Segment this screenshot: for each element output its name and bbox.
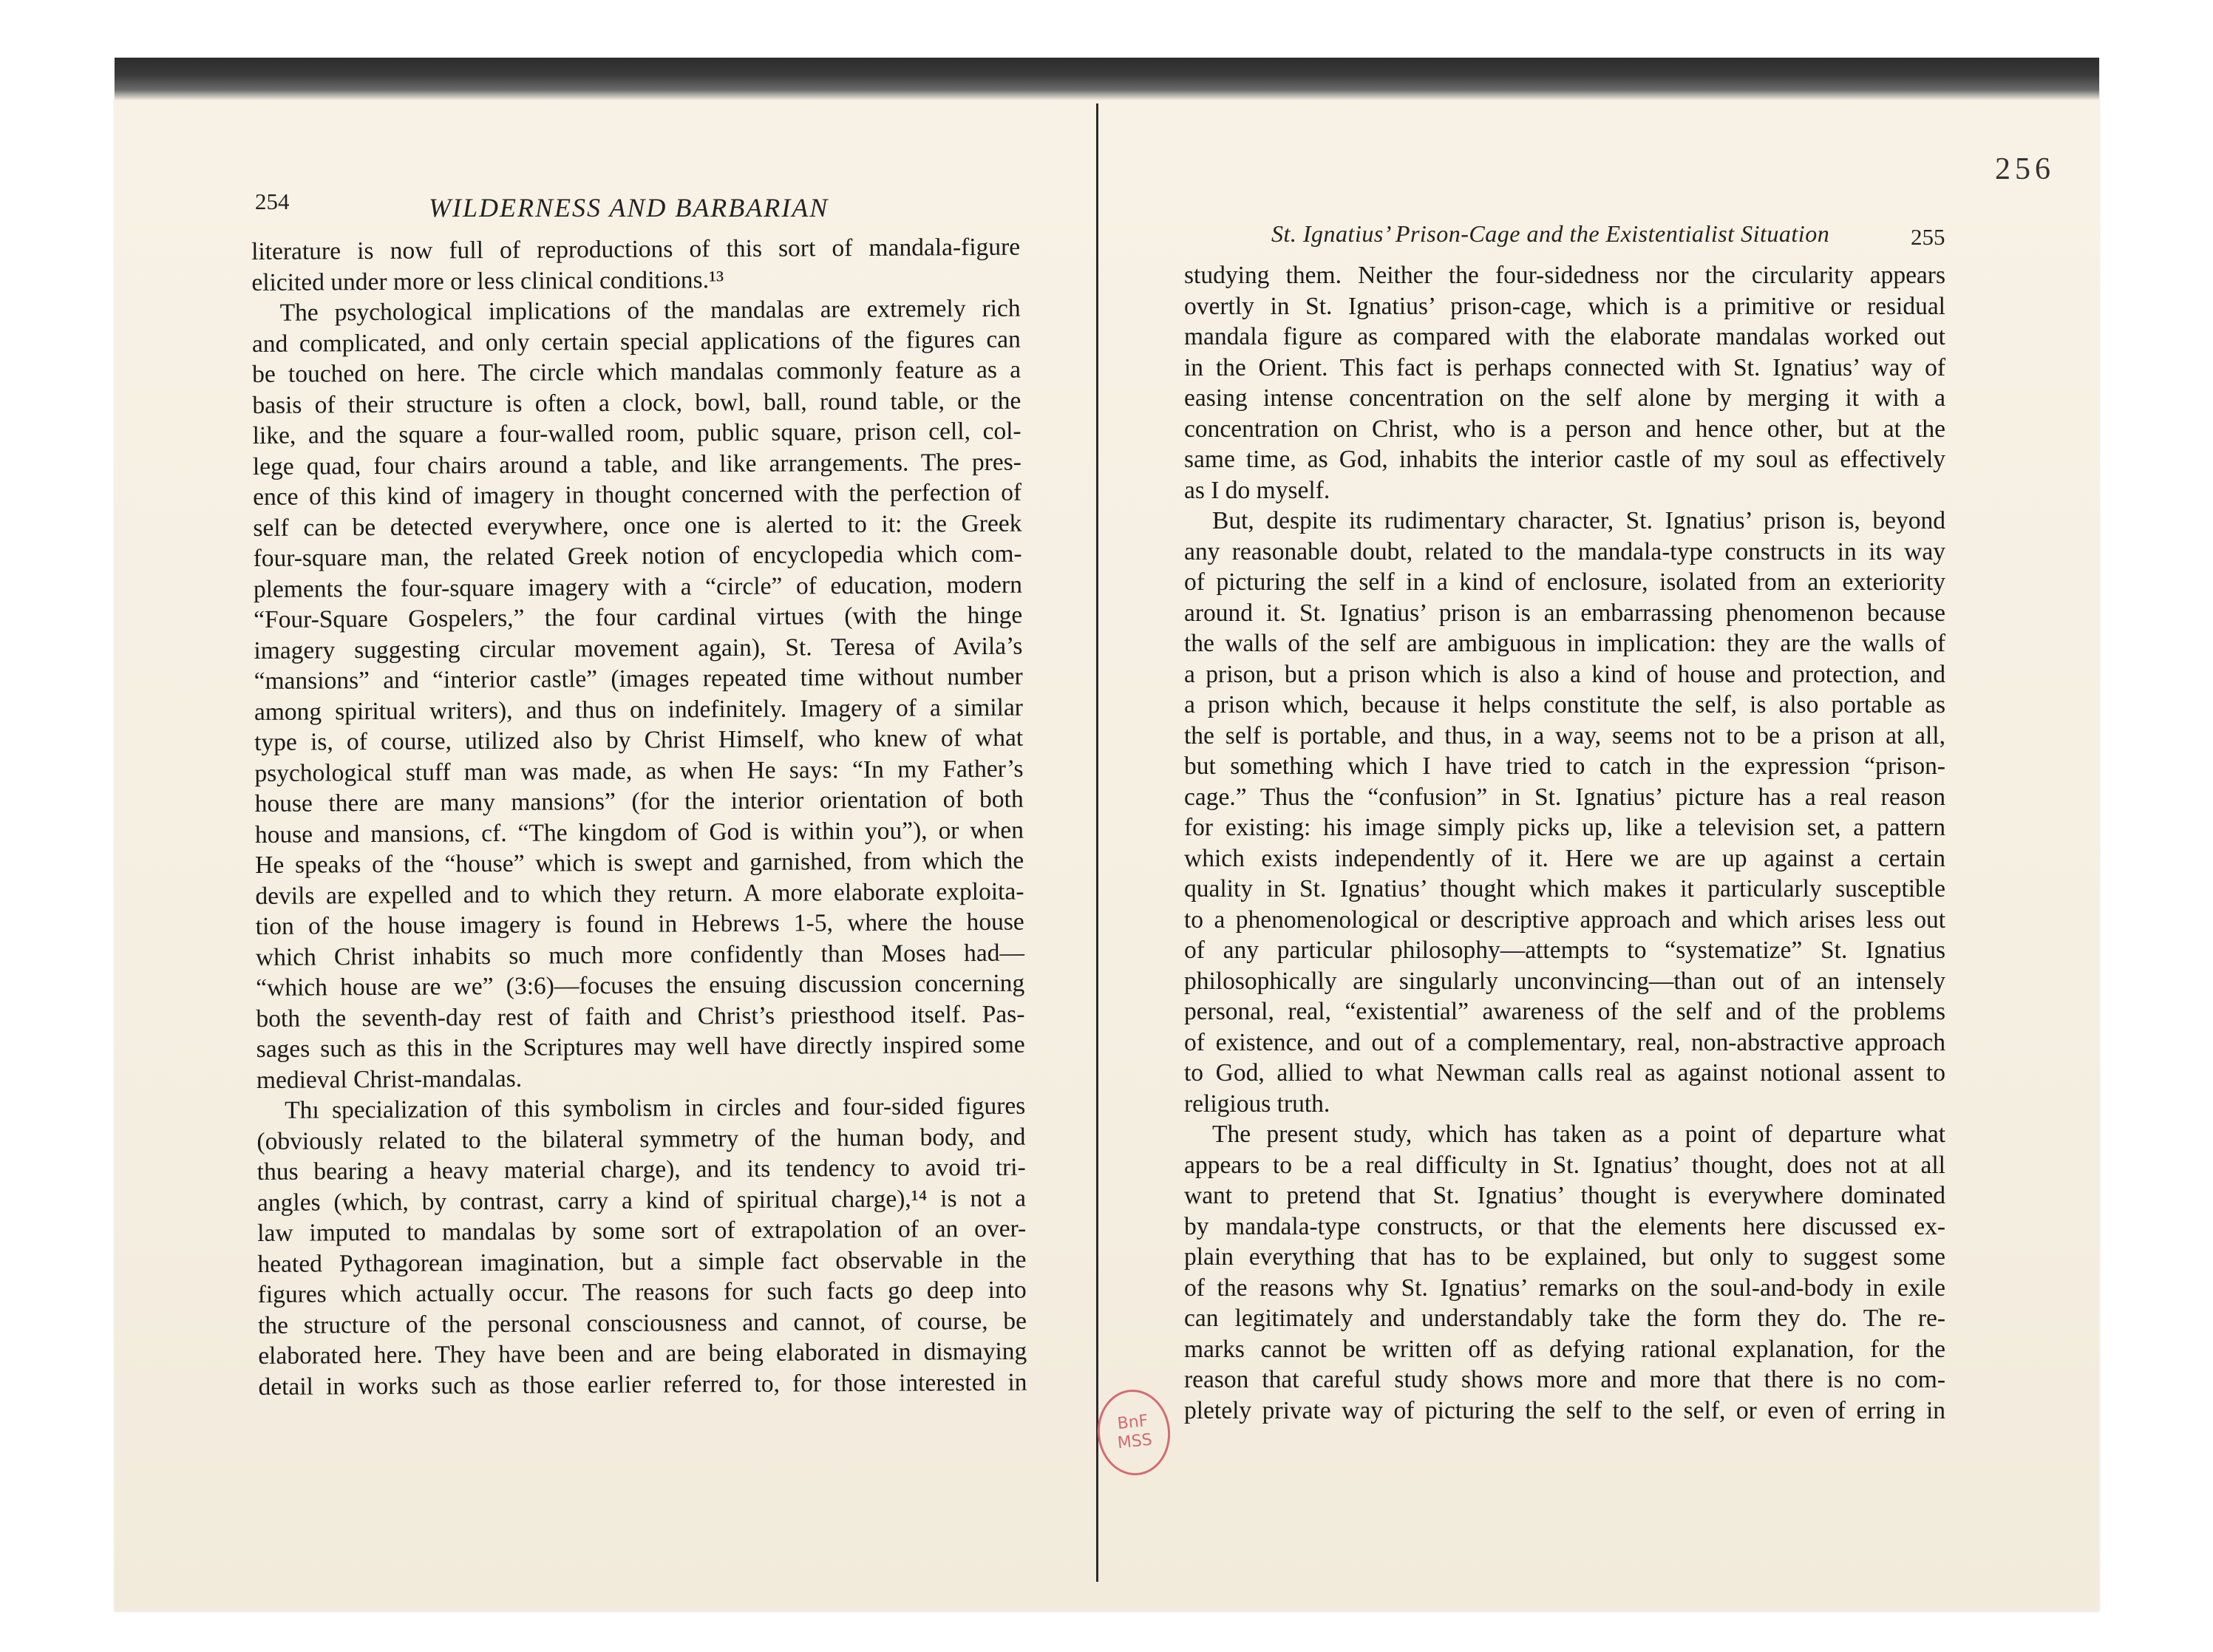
text-line: self can be detected everywhere, once one is alerted to it: the Greek — [253, 509, 1022, 542]
text-line: mandala figure as compared with the elaborate mandalas worked out — [1184, 323, 1945, 350]
text-line: by mandala-type constructs, or that the elements here discussed ex- — [1184, 1212, 1945, 1240]
text-line: law imputed to mandalas by some sort of extrapolation of an over- — [257, 1214, 1027, 1247]
text-line: of any particular philosophy—attempts to “systematize” St. Ignatius — [1184, 937, 1945, 964]
text-line: The present study, which has taken as a point of departure what — [1212, 1121, 1945, 1148]
text-line: a prison, but a prison which is also a kind of house and protection, and — [1184, 660, 1945, 688]
right-page-number: 255 — [1911, 224, 1945, 250]
text-line: four-square man, the related Greek notion of encyclopedia which com- — [253, 540, 1022, 572]
text-line: lege quad, four chairs around a table, and like arrangements. The pres- — [252, 448, 1021, 480]
text-line: “mansions” and “interior castle” (images repeated time without number — [254, 662, 1023, 695]
scan-shadow-band — [115, 58, 2099, 101]
right-page-body — [1184, 260, 1945, 1426]
text-line: marks cannot be written off as defying rational explanation, for the — [1184, 1335, 1945, 1363]
text-line: for existing: his image simply picks up, like a television set, a pattern — [1184, 814, 1945, 841]
text-line: medieval Christ-mandalas. — [256, 1064, 523, 1094]
text-line: a prison which, because it helps constitute the self, is also portable as — [1184, 691, 1945, 718]
text-line: both the seventh-day rest of faith and Christ’s priesthood itself. Pas- — [256, 1000, 1025, 1033]
text-line: which Christ inhabits so much more confidently than Moses had— — [255, 939, 1025, 971]
text-line: imagery suggesting circular movement again), St. Teresa of Avila’s — [254, 632, 1023, 664]
text-line: Thı specialization of this symbolism in circles and four-sided figures — [285, 1092, 1026, 1124]
left-page-body — [251, 232, 1027, 1402]
text-line: cage.” Thus the “confusion” in St. Ignatius’ picture has a real reason — [1184, 783, 1945, 811]
text-line: of existence, and out of a complementary, real, non-abstractive approach — [1184, 1028, 1945, 1056]
text-line: pletely private way of picturing the self to the self, or even of erring in — [1184, 1396, 1945, 1424]
text-line: as I do myself. — [1184, 476, 1330, 504]
text-line: in the Orient. This fact is perhaps connected with St. Ignatius’ way of — [1184, 353, 1945, 381]
text-line: tion of the house imagery is found in Hebrews 1-5, where the house — [255, 908, 1024, 940]
text-line: basis of their structure is often a clock, bowl, ball, round table, or the — [252, 387, 1021, 419]
text-line: to a phenomenological or descriptive approach and which arises less out — [1184, 905, 1945, 934]
text-line: house and mansions, cf. “The kingdom of God is within you”), or when — [254, 816, 1024, 849]
text-line: and complicated, and only certain special applications of the figures can — [251, 325, 1021, 358]
text-line: but something which I have tried to catch in the expression “prison- — [1184, 752, 1945, 780]
text-line: “which house are we” (3:6)—focuses the ensuing discussion concerning — [256, 969, 1025, 1002]
text-line: But, despite its rudimentary character, St. Ignatius’ prison is, beyond — [1212, 507, 1945, 534]
text-line: elicited under more or less clinical conditions.¹³ — [251, 265, 724, 296]
left-running-head: WILDERNESS AND BARBARIAN — [429, 193, 829, 222]
text-line: religious truth. — [1184, 1090, 1330, 1118]
text-line: be touched on here. The circle which mandalas commonly feature as a — [252, 356, 1021, 388]
text-line: of picturing the self in a kind of enclosure, isolated from an exteriority — [1184, 568, 1945, 596]
text-line: ence of this kind of imagery in thought concerned with the perfection of — [253, 478, 1022, 511]
text-line: elaborated here. They have been and are being elaborated in dismaying — [258, 1337, 1027, 1370]
text-line: philosophically are singularly unconvincing—than out of an intensely — [1184, 967, 1945, 995]
text-line: plements the four-square imagery with a “circle” of education, modern — [253, 571, 1023, 603]
text-line: quality in St. Ignatius’ thought which makes it particularly susceptible — [1184, 875, 1945, 903]
text-line: studying them. Neither the four-sidedness nor the circularity appears — [1184, 262, 1945, 289]
text-line: thus bearing a heavy material charge), and its tendency to avoid tri- — [256, 1153, 1026, 1186]
text-line: same time, as God, inhabits the interior castle of my soul as effectively — [1184, 446, 1945, 473]
text-line: devils are expelled and to which they return. A more elaborate exploita- — [255, 877, 1024, 910]
text-line: literature is now full of reproductions of this sort of mandala-figure — [251, 233, 1021, 265]
text-line: the walls of the self are ambiguous in implication: they are the walls of — [1184, 630, 1945, 657]
text-line: type is, of course, utilized also by Christ Himself, who knew of what — [254, 724, 1024, 756]
text-line: angles (which, by contrast, carry a kind of spiritual charge),¹⁴ is not a — [256, 1184, 1027, 1217]
text-line: among spiritual writers), and thus on indefinitely. Imagery of a similar — [254, 693, 1024, 726]
text-line: like, and the square a four-walled room, public square, prison cell, col- — [252, 417, 1021, 449]
text-line: personal, real, “existential” awareness of the self and of the problems — [1184, 998, 1945, 1025]
text-line: of the reasons why St. Ignatius’ remarks on the soul-and-body in exile — [1184, 1274, 1945, 1302]
text-line: to God, allied to what Newman calls real as against notional assent to — [1184, 1059, 1945, 1087]
text-line: psychological stuff man was made, as when He says: “In my Father’s — [254, 755, 1024, 787]
archive-folio-number: 256 — [1995, 152, 2055, 186]
text-line: can legitimately and understandably take the form they do. The re- — [1184, 1305, 1945, 1332]
text-line: which exists independently of it. Here we are up against a certain — [1184, 844, 1945, 872]
text-line: the structure of the personal consciousness and cannot, of course, be — [257, 1307, 1027, 1339]
text-line: house there are many mansions” (for the interior orientation of both — [254, 785, 1024, 817]
right-running-head: St. Ignatius’ Prison-Cage and the Existentialist Situation — [1271, 220, 1830, 247]
text-line: figures which actually occur. The reasons for such facts go deep into — [257, 1276, 1027, 1308]
text-line: “Four-Square Gospelers,” the four cardinal virtues (with the hinge — [254, 601, 1023, 633]
text-line: heated Pythagorean imagination, but a simple fact observable in the — [257, 1245, 1027, 1278]
text-line: any reasonable doubt, related to the mandala-type constructs in its way — [1184, 537, 1945, 565]
text-line: appears to be a real difficulty in St. Ignatius’ thought, does not at all — [1184, 1151, 1945, 1179]
text-line: around it. St. Ignatius’ prison is an embarrassing phenomenon because — [1184, 599, 1945, 627]
text-line: the self is portable, and thus, in a way, seems not to be a prison at all, — [1184, 721, 1945, 749]
text-line: detail in works such as those earlier referred to, for those interested in — [258, 1368, 1027, 1401]
text-line: reason that careful study shows more and more that there is no com- — [1184, 1366, 1945, 1393]
book-gutter — [1096, 103, 1098, 1582]
text-line: overtly in St. Ignatius’ prison-cage, which is a primitive or residual — [1184, 292, 1945, 320]
left-page-number: 254 — [255, 188, 290, 214]
text-line: want to pretend that St. Ignatius’ thought is everywhere dominated — [1184, 1182, 1945, 1209]
stamp-text: BnF MSS — [1116, 1411, 1153, 1453]
text-line: easing intense concentration on the self alone by merging it with a — [1184, 384, 1945, 412]
text-line: (obviously related to the bilateral symmetry of the human body, and — [256, 1123, 1026, 1155]
text-line: concentration on Christ, who is a person and hence other, but at the — [1184, 415, 1945, 443]
text-line: sages such as this in the Scriptures may well have directly inspired some — [256, 1030, 1025, 1063]
text-line: He speaks of the “house” which is swept and garnished, from which the — [255, 846, 1024, 879]
text-line: The psychological implications of the mandalas are extremely rich — [279, 294, 1021, 327]
text-line: plain everything that has to be explained, but only to suggest some — [1184, 1243, 1945, 1271]
